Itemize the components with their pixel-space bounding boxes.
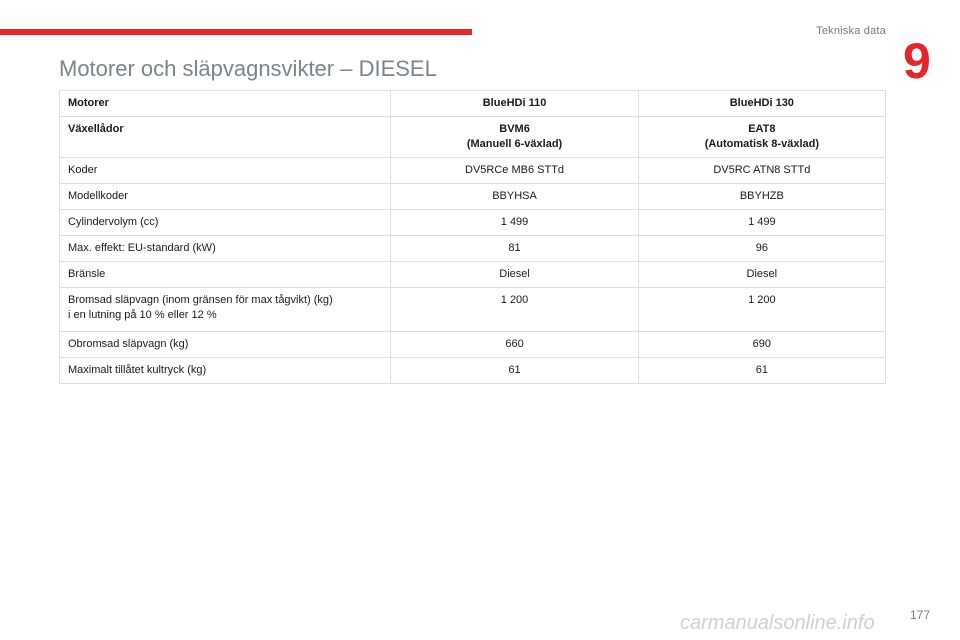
cell-bluehdi-130: BBYHZB — [638, 184, 885, 210]
cell-bluehdi-110: BVM6 (Manuell 6-växlad) — [391, 117, 638, 158]
row-label: Växellådor — [60, 117, 391, 158]
table-row — [60, 236, 886, 262]
row-label: Modellkoder — [60, 184, 391, 210]
row-label: Max. effekt: EU-standard (kW) — [60, 236, 391, 262]
cell-bluehdi-130: 61 — [638, 358, 885, 384]
cell-bluehdi-110: 61 — [391, 358, 638, 384]
row-label: Maximalt tillåtet kultryck (kg) — [60, 358, 391, 384]
cell-bluehdi-130: 96 — [638, 236, 885, 262]
watermark: carmanualsonline.info — [680, 612, 875, 634]
row-label: Bromsad släpvagn (inom gränsen för max tågvikt) (kg) i en lutning på 10 % eller 12 % — [60, 288, 391, 332]
cell-bluehdi-130: BlueHDi 130 — [638, 91, 885, 117]
cell-bluehdi-110: 1 200 — [391, 288, 638, 332]
section-label: Tekniska data — [816, 25, 886, 37]
cell-bluehdi-130: 1 499 — [638, 210, 885, 236]
cell-bluehdi-110: DV5RCe MB6 STTd — [391, 158, 638, 184]
table-row — [60, 288, 886, 332]
engine-spec-table — [59, 90, 886, 384]
table-row — [60, 91, 886, 117]
table-row — [60, 117, 886, 158]
page-title: Motorer och släpvagnsvikter – DIESEL — [59, 56, 437, 81]
cell-bluehdi-110: BBYHSA — [391, 184, 638, 210]
header-accent-bar — [0, 29, 472, 35]
row-label: Obromsad släpvagn (kg) — [60, 332, 391, 358]
table-row — [60, 358, 886, 384]
cell-bluehdi-110: BlueHDi 110 — [391, 91, 638, 117]
cell-bluehdi-130: 690 — [638, 332, 885, 358]
row-label: Bränsle — [60, 262, 391, 288]
cell-bluehdi-110: 1 499 — [391, 210, 638, 236]
cell-bluehdi-130: EAT8 (Automatisk 8-växlad) — [638, 117, 885, 158]
cell-bluehdi-130: 1 200 — [638, 288, 885, 332]
table-row — [60, 184, 886, 210]
chapter-number: 9 — [903, 33, 931, 89]
cell-bluehdi-130: Diesel — [638, 262, 885, 288]
table-row — [60, 262, 886, 288]
cell-bluehdi-110: 660 — [391, 332, 638, 358]
row-label: Motorer — [60, 91, 391, 117]
cell-bluehdi-130: DV5RC ATN8 STTd — [638, 158, 885, 184]
table-row — [60, 158, 886, 184]
cell-bluehdi-110: Diesel — [391, 262, 638, 288]
row-label: Koder — [60, 158, 391, 184]
cell-bluehdi-110: 81 — [391, 236, 638, 262]
table-row — [60, 210, 886, 236]
table-row — [60, 332, 886, 358]
page-number: 177 — [909, 608, 930, 622]
row-label: Cylindervolym (cc) — [60, 210, 391, 236]
